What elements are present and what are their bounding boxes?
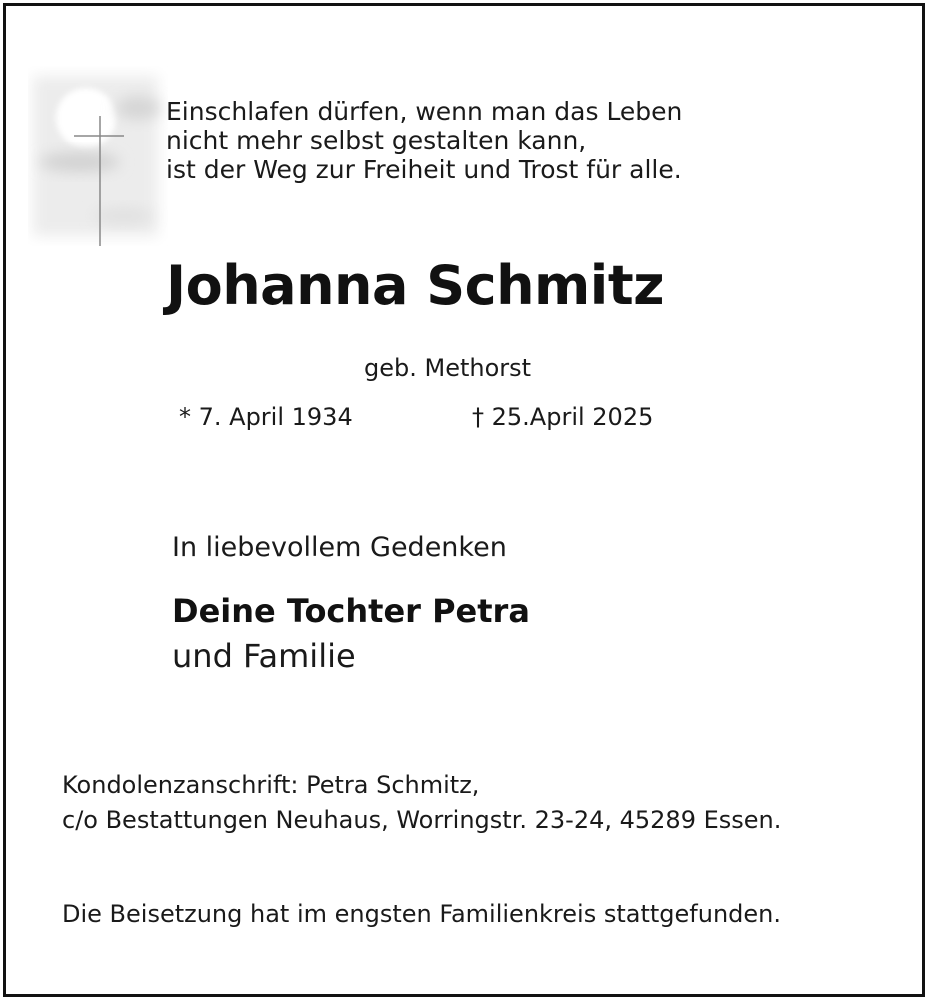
- moon-cross-icon: [28, 66, 168, 246]
- death-date: † 25.April 2025: [472, 403, 654, 431]
- poem-line: nicht mehr selbst gestalten kann,: [166, 126, 587, 155]
- poem-line: ist der Weg zur Freiheit und Trost für alle.: [166, 155, 682, 184]
- poem-line: Einschlafen dürfen, wenn man das Leben: [166, 97, 683, 126]
- deceased-name: Johanna Schmitz: [166, 254, 665, 317]
- birth-date: * 7. April 1934: [179, 403, 353, 431]
- memory-line: In liebevollem Gedenken: [172, 532, 507, 563]
- obituary-frame: [3, 3, 925, 997]
- maiden-name: geb. Methorst: [364, 354, 532, 382]
- poem-verse: [166, 97, 682, 184]
- condolence-address-line: c/o Bestattungen Neuhaus, Worringstr. 23-24, 45289 Essen.: [62, 806, 782, 834]
- mourner-name: Deine Tochter Petra: [172, 592, 530, 630]
- mourner-family: und Familie: [172, 637, 356, 675]
- condolence-address-line: Kondolenzanschrift: Petra Schmitz,: [62, 771, 480, 799]
- burial-note: Die Beisetzung hat im engsten Familienkreis stattgefunden.: [62, 900, 781, 928]
